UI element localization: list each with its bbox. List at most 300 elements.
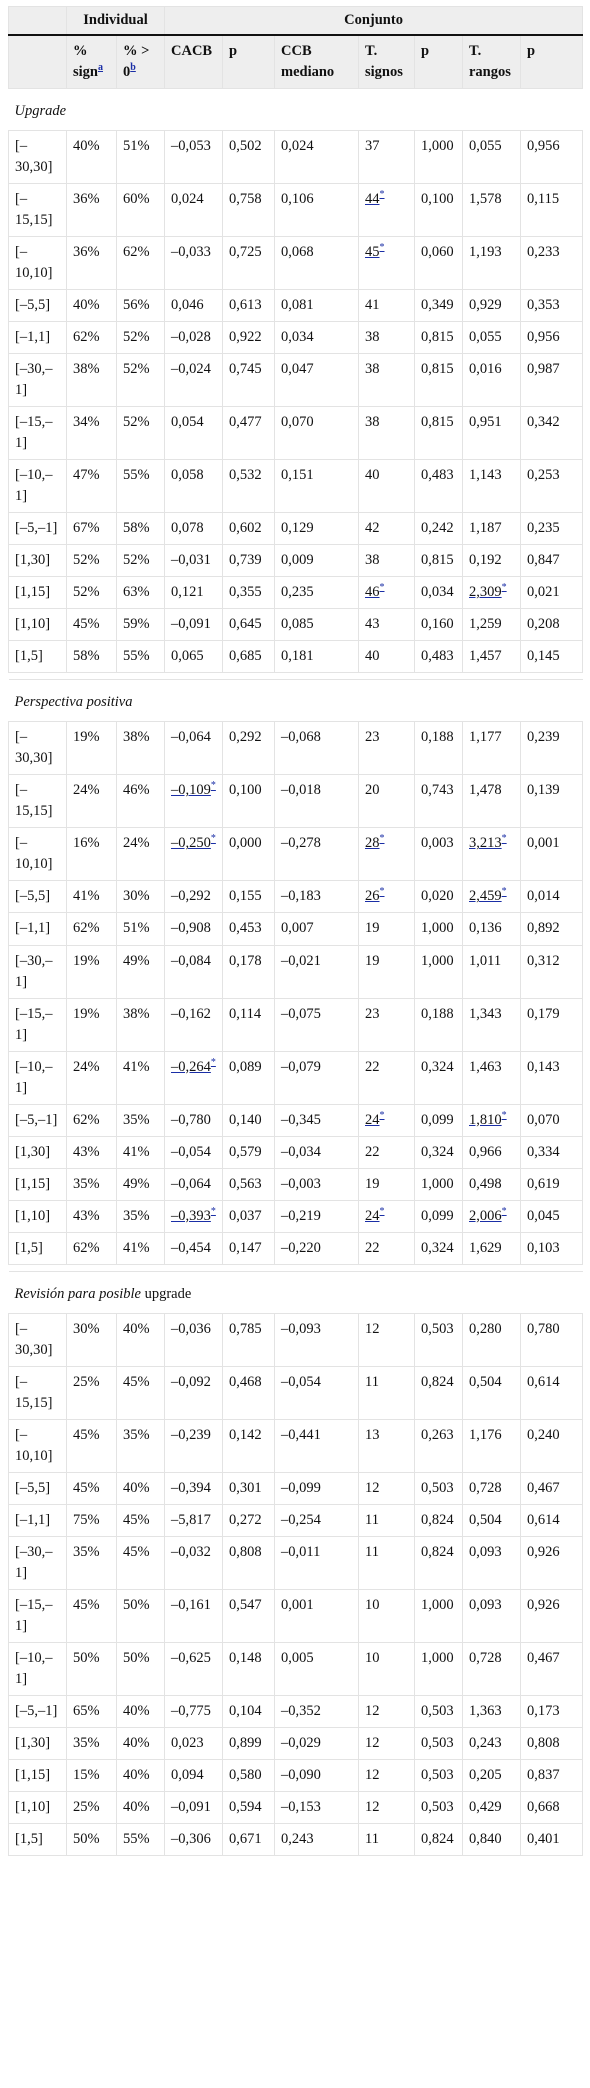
cell-p-cacb: 0,739 <box>223 545 275 577</box>
table-body <box>9 89 583 1856</box>
header-group-row <box>9 7 583 36</box>
cell-pct-sign: 47% <box>67 460 117 513</box>
cell-window: [–5,–1] <box>9 513 67 545</box>
cell-window: [–10,–1] <box>9 1642 67 1695</box>
significance-footnote-link[interactable]: * <box>210 1056 216 1068</box>
cell-t-rangos: 0,243 <box>463 1727 521 1759</box>
spacer-cell <box>9 673 583 680</box>
cell-t-signos: 23 <box>359 722 415 775</box>
header-col-positive-label: % > 0 <box>123 43 150 81</box>
cell-cacb: –0,162 <box>165 998 223 1051</box>
cell-cacb: 0,054 <box>165 407 223 460</box>
cell-window: [–15,15] <box>9 775 67 828</box>
table-row <box>9 1104 583 1136</box>
table-row <box>9 354 583 407</box>
table-row <box>9 131 583 184</box>
cell-pct-sign: 35% <box>67 1168 117 1200</box>
cell-pct-sign: 45% <box>67 1419 117 1472</box>
cell-value: 2,309 <box>469 584 502 601</box>
cell-p-rangos: 0,353 <box>521 290 583 322</box>
cell-p-signos: 0,060 <box>415 237 463 290</box>
cell-p-signos: 0,100 <box>415 184 463 237</box>
cell-t-signos: 40 <box>359 641 415 673</box>
cell-window: [–15,15] <box>9 1366 67 1419</box>
cell-pct-sign: 16% <box>67 828 117 881</box>
cell-p-rangos: 0,143 <box>521 1051 583 1104</box>
cell-pct-positive: 51% <box>117 913 165 945</box>
cell-p-signos: 0,324 <box>415 1136 463 1168</box>
cell-t-signos <box>359 1104 415 1136</box>
table-row <box>9 641 583 673</box>
cell-ccb-mediano: 0,070 <box>275 407 359 460</box>
cell-p-signos: 0,324 <box>415 1051 463 1104</box>
cell-ccb-mediano: –0,183 <box>275 881 359 913</box>
header-col-p3: p <box>521 35 583 89</box>
cell-p-signos: 0,815 <box>415 322 463 354</box>
cell-t-rangos: 0,280 <box>463 1313 521 1366</box>
cell-t-rangos: 1,193 <box>463 237 521 290</box>
cell-ccb-mediano: 0,009 <box>275 545 359 577</box>
cell-t-rangos: 0,929 <box>463 290 521 322</box>
significance-footnote-link[interactable]: * <box>379 582 385 594</box>
cell-pct-positive: 51% <box>117 131 165 184</box>
cell-t-rangos <box>463 1200 521 1232</box>
cell-pct-positive: 50% <box>117 1589 165 1642</box>
cell-p-cacb: 0,142 <box>223 1419 275 1472</box>
cell-p-rangos: 0,253 <box>521 460 583 513</box>
significance-footnote-link[interactable]: * <box>379 242 385 254</box>
cell-value: 24 <box>365 1111 380 1128</box>
cell-p-cacb: 0,089 <box>223 1051 275 1104</box>
cell-ccb-mediano: 0,081 <box>275 290 359 322</box>
header-col-positive <box>117 35 165 89</box>
cell-p-signos: 0,034 <box>415 577 463 609</box>
cell-pct-positive: 35% <box>117 1104 165 1136</box>
cell-ccb-mediano: –0,090 <box>275 1759 359 1791</box>
cell-p-signos: 0,020 <box>415 881 463 913</box>
cell-p-rangos: 0,342 <box>521 407 583 460</box>
cell-t-rangos: 1,176 <box>463 1419 521 1472</box>
cell-pct-sign: 24% <box>67 1051 117 1104</box>
cell-ccb-mediano: 0,024 <box>275 131 359 184</box>
table-header <box>9 7 583 89</box>
significance-footnote-link[interactable]: * <box>379 833 385 845</box>
cell-pct-positive: 38% <box>117 722 165 775</box>
cell-pct-sign: 15% <box>67 1759 117 1791</box>
cell-ccb-mediano: –0,153 <box>275 1791 359 1823</box>
cell-p-rangos: 0,179 <box>521 998 583 1051</box>
section-spacer <box>9 1264 583 1271</box>
cell-p-signos: 0,824 <box>415 1504 463 1536</box>
cell-p-signos: 0,483 <box>415 641 463 673</box>
cell-cacb: –0,092 <box>165 1366 223 1419</box>
table-row <box>9 1313 583 1366</box>
cell-pct-sign: 52% <box>67 577 117 609</box>
cell-window: [–5,5] <box>9 290 67 322</box>
cell-p-rangos: 0,103 <box>521 1232 583 1264</box>
cell-cacb: –0,084 <box>165 945 223 998</box>
table-row <box>9 1791 583 1823</box>
cell-t-signos: 43 <box>359 609 415 641</box>
cell-window: [–15,–1] <box>9 1589 67 1642</box>
cell-p-cacb: 0,272 <box>223 1504 275 1536</box>
cell-p-signos: 0,815 <box>415 545 463 577</box>
cell-p-cacb: 0,547 <box>223 1589 275 1642</box>
cell-cacb: –0,775 <box>165 1695 223 1727</box>
cell-t-signos: 12 <box>359 1759 415 1791</box>
cell-t-signos: 20 <box>359 775 415 828</box>
cell-value: 28 <box>365 835 380 852</box>
cell-t-rangos: 1,629 <box>463 1232 521 1264</box>
cell-t-signos: 40 <box>359 460 415 513</box>
cell-window: [1,5] <box>9 641 67 673</box>
cell-pct-sign: 62% <box>67 1104 117 1136</box>
cell-pct-sign: 45% <box>67 609 117 641</box>
cell-t-rangos: 0,728 <box>463 1642 521 1695</box>
cell-t-rangos: 1,457 <box>463 641 521 673</box>
section-title-row <box>9 1271 583 1313</box>
significance-footnote-link[interactable]: * <box>379 189 385 201</box>
cell-ccb-mediano: –0,219 <box>275 1200 359 1232</box>
cell-ccb-mediano: –0,011 <box>275 1536 359 1589</box>
cell-p-signos: 1,000 <box>415 945 463 998</box>
cell-window: [–15,15] <box>9 184 67 237</box>
cell-p-rangos: 0,956 <box>521 322 583 354</box>
table-row <box>9 1419 583 1472</box>
cell-p-signos: 0,815 <box>415 407 463 460</box>
cell-p-cacb: 0,453 <box>223 913 275 945</box>
cell-pct-positive: 41% <box>117 1136 165 1168</box>
cell-pct-positive: 45% <box>117 1504 165 1536</box>
cell-window: [–10,10] <box>9 828 67 881</box>
table-row <box>9 1504 583 1536</box>
cell-t-signos <box>359 881 415 913</box>
cell-p-rangos: 0,614 <box>521 1504 583 1536</box>
cell-pct-positive: 52% <box>117 322 165 354</box>
cell-pct-positive: 40% <box>117 1313 165 1366</box>
cell-cacb: –0,394 <box>165 1472 223 1504</box>
cell-pct-sign: 35% <box>67 1727 117 1759</box>
cell-t-signos: 11 <box>359 1366 415 1419</box>
cell-t-signos: 22 <box>359 1136 415 1168</box>
cell-p-signos: 1,000 <box>415 1642 463 1695</box>
cell-pct-sign: 24% <box>67 775 117 828</box>
cell-cacb: –0,454 <box>165 1232 223 1264</box>
cell-t-rangos: 0,192 <box>463 545 521 577</box>
table-row <box>9 1200 583 1232</box>
table-row <box>9 1051 583 1104</box>
cell-p-rangos: 0,619 <box>521 1168 583 1200</box>
cell-ccb-mediano: –0,254 <box>275 1504 359 1536</box>
cell-cacb: –0,033 <box>165 237 223 290</box>
cell-p-cacb: 0,725 <box>223 237 275 290</box>
cell-cacb: –0,053 <box>165 131 223 184</box>
cell-ccb-mediano: 0,001 <box>275 1589 359 1642</box>
cell-ccb-mediano: 0,106 <box>275 184 359 237</box>
cell-p-rangos: 0,235 <box>521 513 583 545</box>
cell-t-rangos: 0,429 <box>463 1791 521 1823</box>
cell-p-signos: 1,000 <box>415 913 463 945</box>
cell-ccb-mediano: 0,068 <box>275 237 359 290</box>
cell-ccb-mediano: 0,085 <box>275 609 359 641</box>
section-title <box>9 89 583 131</box>
cell-p-signos: 0,503 <box>415 1313 463 1366</box>
cell-p-signos: 0,242 <box>415 513 463 545</box>
significance-footnote-link[interactable]: * <box>210 780 216 792</box>
cell-t-signos: 11 <box>359 1504 415 1536</box>
cell-p-signos: 0,743 <box>415 775 463 828</box>
cell-p-rangos: 0,021 <box>521 577 583 609</box>
cell-window: [1,15] <box>9 1759 67 1791</box>
cell-pct-sign: 45% <box>67 1472 117 1504</box>
cell-pct-sign: 38% <box>67 354 117 407</box>
cell-p-cacb: 0,758 <box>223 184 275 237</box>
cell-p-cacb: 0,594 <box>223 1791 275 1823</box>
table-row <box>9 1727 583 1759</box>
cell-pct-positive: 45% <box>117 1536 165 1589</box>
cell-ccb-mediano: 0,129 <box>275 513 359 545</box>
cell-t-signos: 12 <box>359 1472 415 1504</box>
cell-p-cacb: 0,645 <box>223 609 275 641</box>
cell-t-rangos: 1,478 <box>463 775 521 828</box>
cell-t-signos: 10 <box>359 1642 415 1695</box>
cell-window: [–10,–1] <box>9 460 67 513</box>
cell-ccb-mediano: –0,068 <box>275 722 359 775</box>
cell-cacb: 0,078 <box>165 513 223 545</box>
table-row <box>9 237 583 290</box>
header-col-sign-label: % sign <box>73 43 98 81</box>
cell-pct-positive: 52% <box>117 545 165 577</box>
header-col-cacb: CACB <box>165 35 223 89</box>
cell-p-cacb: 0,899 <box>223 1727 275 1759</box>
cell-t-rangos: 1,177 <box>463 722 521 775</box>
cell-p-cacb: 0,301 <box>223 1472 275 1504</box>
cell-window: [–30,–1] <box>9 1536 67 1589</box>
cell-p-cacb: 0,563 <box>223 1168 275 1200</box>
cell-value: 45 <box>365 244 380 261</box>
section-title-row <box>9 89 583 131</box>
cell-pct-sign: 19% <box>67 722 117 775</box>
cell-p-rangos: 0,312 <box>521 945 583 998</box>
cell-pct-sign: 75% <box>67 1504 117 1536</box>
cell-p-cacb: 0,147 <box>223 1232 275 1264</box>
cell-cacb: –0,625 <box>165 1642 223 1695</box>
footnote-b-link[interactable]: b <box>130 62 136 74</box>
cell-pct-positive: 38% <box>117 998 165 1051</box>
cell-cacb: –0,780 <box>165 1104 223 1136</box>
cell-p-cacb: 0,685 <box>223 641 275 673</box>
cell-cacb <box>165 1051 223 1104</box>
table-row <box>9 945 583 998</box>
cell-t-signos: 11 <box>359 1536 415 1589</box>
cell-t-signos: 19 <box>359 945 415 998</box>
cell-cacb: 0,023 <box>165 1727 223 1759</box>
cell-pct-sign: 34% <box>67 407 117 460</box>
cell-p-rangos: 0,668 <box>521 1791 583 1823</box>
significance-footnote-link[interactable]: * <box>210 833 216 845</box>
cell-cacb: –0,239 <box>165 1419 223 1472</box>
cell-pct-sign: 45% <box>67 1589 117 1642</box>
cell-cacb: –0,032 <box>165 1536 223 1589</box>
cell-pct-positive: 40% <box>117 1759 165 1791</box>
cell-p-signos: 0,003 <box>415 828 463 881</box>
cell-pct-positive: 24% <box>117 828 165 881</box>
cell-pct-sign: 36% <box>67 237 117 290</box>
cell-t-rangos <box>463 577 521 609</box>
cell-cacb: –0,054 <box>165 1136 223 1168</box>
significance-footnote-link[interactable]: * <box>379 886 385 898</box>
cell-cacb: 0,094 <box>165 1759 223 1791</box>
cell-pct-sign: 62% <box>67 1232 117 1264</box>
cell-pct-positive: 45% <box>117 1366 165 1419</box>
significance-footnote-link[interactable]: * <box>501 886 507 898</box>
cell-t-signos: 12 <box>359 1313 415 1366</box>
cell-t-signos <box>359 1200 415 1232</box>
footnote-a-link[interactable]: a <box>98 62 103 74</box>
table-row <box>9 998 583 1051</box>
cell-p-cacb: 0,000 <box>223 828 275 881</box>
significance-footnote-link[interactable]: * <box>501 833 507 845</box>
header-col-ccb: CCB mediano <box>275 35 359 89</box>
cell-t-signos: 42 <box>359 513 415 545</box>
cell-p-cacb: 0,502 <box>223 131 275 184</box>
cell-t-rangos: 0,136 <box>463 913 521 945</box>
table-row <box>9 545 583 577</box>
significance-footnote-link[interactable]: * <box>210 1205 216 1217</box>
cell-pct-positive: 56% <box>117 290 165 322</box>
cell-t-rangos: 1,187 <box>463 513 521 545</box>
cell-p-signos: 1,000 <box>415 1168 463 1200</box>
cell-window: [–10,–1] <box>9 1051 67 1104</box>
cell-pct-positive: 40% <box>117 1472 165 1504</box>
cell-value: 46 <box>365 584 380 601</box>
cell-pct-sign: 19% <box>67 998 117 1051</box>
cell-pct-sign: 50% <box>67 1642 117 1695</box>
cell-ccb-mediano: –0,352 <box>275 1695 359 1727</box>
cell-pct-positive: 58% <box>117 513 165 545</box>
cell-cacb: –0,292 <box>165 881 223 913</box>
cell-t-rangos: 0,840 <box>463 1823 521 1855</box>
cell-pct-sign: 62% <box>67 913 117 945</box>
cell-pct-positive: 41% <box>117 1232 165 1264</box>
table-row <box>9 460 583 513</box>
cell-p-rangos: 0,467 <box>521 1642 583 1695</box>
cell-ccb-mediano: –0,441 <box>275 1419 359 1472</box>
cell-value: 26 <box>365 888 380 905</box>
significance-footnote-link[interactable]: * <box>501 582 507 594</box>
cell-ccb-mediano: 0,007 <box>275 913 359 945</box>
significance-footnote-link[interactable]: * <box>501 1205 507 1217</box>
cell-pct-sign: 43% <box>67 1136 117 1168</box>
cell-window: [–5,–1] <box>9 1695 67 1727</box>
cell-window: [–1,1] <box>9 913 67 945</box>
cell-cacb: –0,031 <box>165 545 223 577</box>
table-row <box>9 1695 583 1727</box>
table-row <box>9 1642 583 1695</box>
cell-p-rangos: 0,956 <box>521 131 583 184</box>
cell-window: [–30,30] <box>9 722 67 775</box>
cell-t-rangos: 0,055 <box>463 322 521 354</box>
cell-pct-positive: 40% <box>117 1727 165 1759</box>
cell-t-rangos <box>463 1104 521 1136</box>
cell-t-signos: 13 <box>359 1419 415 1472</box>
cell-cacb: 0,046 <box>165 290 223 322</box>
cell-pct-sign: 50% <box>67 1823 117 1855</box>
cell-window: [–15,–1] <box>9 998 67 1051</box>
cell-pct-sign: 25% <box>67 1791 117 1823</box>
cell-p-signos: 0,503 <box>415 1472 463 1504</box>
cell-value: 2,006 <box>469 1207 502 1224</box>
cell-p-signos: 0,188 <box>415 722 463 775</box>
significance-footnote-link[interactable]: * <box>501 1109 507 1121</box>
cell-window: [1,15] <box>9 1168 67 1200</box>
cell-window: [1,5] <box>9 1232 67 1264</box>
table-row <box>9 722 583 775</box>
cell-p-signos: 0,160 <box>415 609 463 641</box>
cell-t-signos: 41 <box>359 290 415 322</box>
cell-ccb-mediano: 0,005 <box>275 1642 359 1695</box>
cell-t-signos: 12 <box>359 1695 415 1727</box>
table-row <box>9 184 583 237</box>
cell-p-signos: 0,503 <box>415 1727 463 1759</box>
significance-footnote-link[interactable]: * <box>379 1205 385 1217</box>
cell-value: –0,250 <box>171 835 211 852</box>
cell-pct-positive: 63% <box>117 577 165 609</box>
cell-p-rangos: 0,837 <box>521 1759 583 1791</box>
cell-window: [–30,30] <box>9 1313 67 1366</box>
table-row <box>9 1168 583 1200</box>
cell-window: [–10,10] <box>9 1419 67 1472</box>
cell-window: [1,15] <box>9 577 67 609</box>
cell-p-rangos: 0,614 <box>521 1366 583 1419</box>
cell-pct-positive: 62% <box>117 237 165 290</box>
cell-p-cacb: 0,148 <box>223 1642 275 1695</box>
cell-ccb-mediano: –0,075 <box>275 998 359 1051</box>
table-row <box>9 1589 583 1642</box>
cell-p-cacb: 0,292 <box>223 722 275 775</box>
cell-ccb-mediano: –0,021 <box>275 945 359 998</box>
header-col-p2: p <box>415 35 463 89</box>
cell-p-cacb: 0,355 <box>223 577 275 609</box>
cell-cacb: –5,817 <box>165 1504 223 1536</box>
cell-ccb-mediano: 0,181 <box>275 641 359 673</box>
table-row <box>9 407 583 460</box>
cell-p-cacb: 0,178 <box>223 945 275 998</box>
cell-value: 24 <box>365 1207 380 1224</box>
table-row <box>9 1136 583 1168</box>
cell-pct-positive: 46% <box>117 775 165 828</box>
cell-p-rangos: 0,240 <box>521 1419 583 1472</box>
cell-window: [–30,30] <box>9 131 67 184</box>
cell-p-rangos: 0,808 <box>521 1727 583 1759</box>
cell-t-signos: 19 <box>359 913 415 945</box>
cell-window: [–5,5] <box>9 881 67 913</box>
significance-footnote-link[interactable]: * <box>379 1109 385 1121</box>
cell-p-rangos: 0,847 <box>521 545 583 577</box>
cell-cacb: –0,161 <box>165 1589 223 1642</box>
cell-ccb-mediano: –0,093 <box>275 1313 359 1366</box>
cell-p-rangos: 0,001 <box>521 828 583 881</box>
spacer-cell <box>9 1264 583 1271</box>
cell-p-signos: 0,263 <box>415 1419 463 1472</box>
cell-t-signos <box>359 184 415 237</box>
cell-value: 3,213 <box>469 835 502 852</box>
cell-ccb-mediano: –0,003 <box>275 1168 359 1200</box>
table-row <box>9 609 583 641</box>
cell-pct-positive: 55% <box>117 641 165 673</box>
cell-p-cacb: 0,155 <box>223 881 275 913</box>
cell-cacb: 0,024 <box>165 184 223 237</box>
